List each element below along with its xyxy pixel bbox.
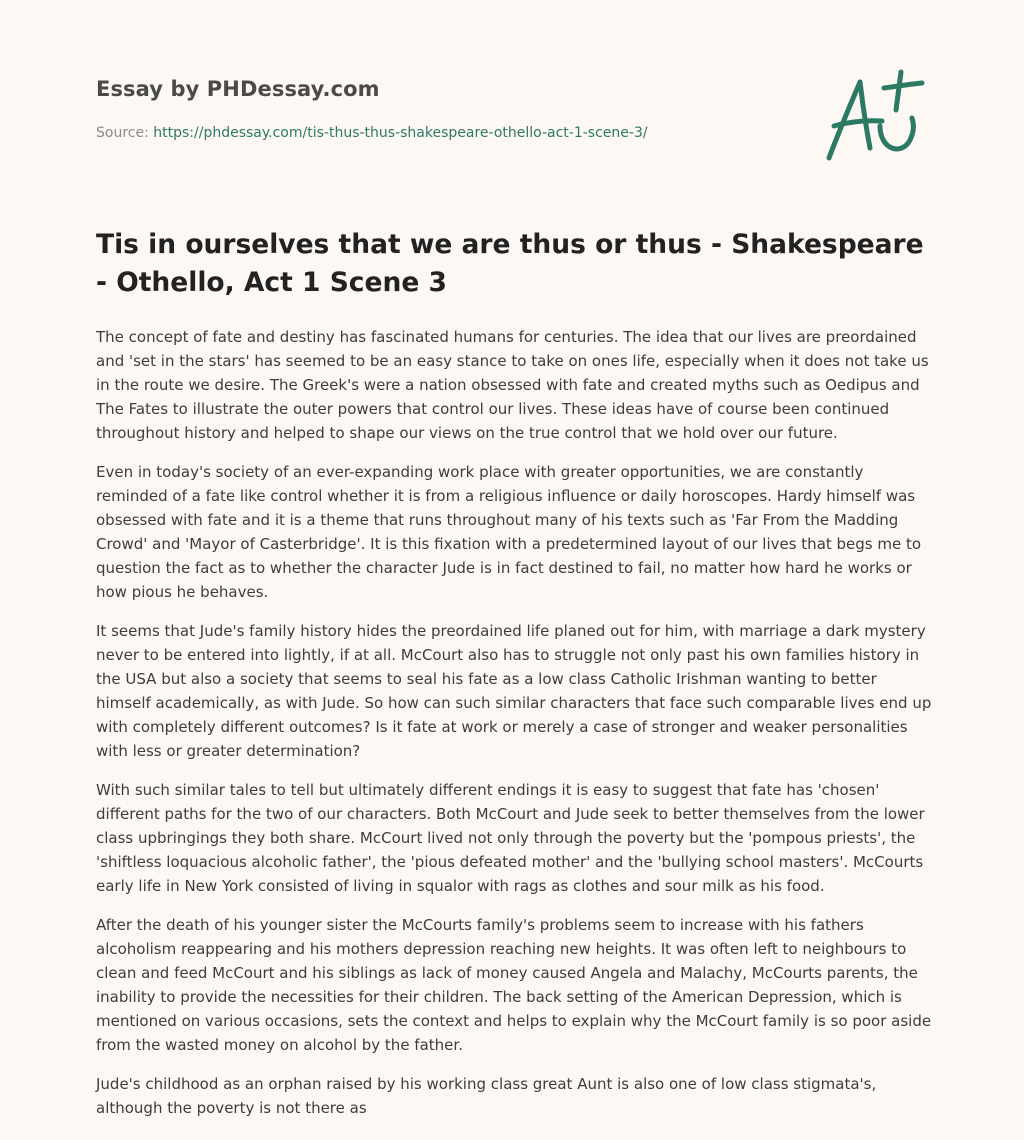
source-label: Source:	[96, 125, 154, 141]
essay-paragraph: The concept of fate and destiny has fascinated humans for centuries. The idea that our lives are preordained and 'set in the stars' has seemed to be an easy stance to take on ones life, especially when it does not take us in the route we desire. The Greek's were a nation obsessed with fate and created myths such as Oedipus and The Fates to illustrate the outer powers that control our lives. These ideas have of course been continued throughout history and helped to shape our views on the true control that we hold over our future.	[96, 328, 929, 442]
source-link[interactable]: https://phdessay.com/tis-thus-thus-shakespeare-othello-act-1-scene-3/	[153, 125, 648, 141]
source-line	[96, 125, 648, 141]
a-plus-logo-icon	[822, 66, 930, 166]
essay-paragraph: Jude's childhood as an orphan raised by his working class great Aunt is also one of low class stigmata's, although the poverty is not there as	[96, 1075, 877, 1117]
essay-paragraph: It seems that Jude's family history hides the preordained life planed out for him, with marriage a dark mystery never to be entered into lightly, if at all. McCourt also has to struggle not only past his own families history in the USA but also a society that seems to seal his fate as a low class Catholic Irishman wanting to better himself academically, as with Jude. So how can such similar characters that face such comparable lives end up with completely different outcomes? Is it fate at work or merely a case of stronger and weaker personalities with less or greater determination?	[96, 622, 932, 760]
essay-body	[96, 325, 934, 1135]
essay-paragraph: Even in today's society of an ever-expanding work place with greater opportunities, we are constantly reminded of a fate like control whether it is from a religious influence or daily horoscopes. Hardy himself was obsessed with fate and it is a theme that runs throughout many of his texts such as 'Far From the Madding Crowd' and 'Mayor of Casterbridge'. It is this fixation with a predetermined layout of our lives that begs me to question the fact as to whether the character Jude is in fact destined to fail, no matter how hard he works or how pious he behaves.	[96, 463, 922, 601]
site-title: Essay by PHDessay.com	[96, 77, 380, 101]
essay-paragraph: With such similar tales to tell but ultimately different endings it is easy to suggest that fate has 'chosen' different paths for the two of our characters. Both McCourt and Jude seek to better themselves from the lower class upbringings they both share. McCourt lived not only through the poverty but the 'pompous priests', the 'shiftless loquacious alcoholic father', the 'pious defeated mother' and the 'bullying school masters'. McCourts early life in New York consisted of living in squalor with rags as clothes and sour milk as his food.	[96, 781, 925, 895]
essay-title: Tis in ourselves that we are thus or thus - Shakespeare - Othello, Act 1 Scene 3	[96, 229, 924, 298]
essay-paragraph: After the death of his younger sister the McCourts family's problems seem to increase with his fathers alcoholism reappearing and his mothers depression reaching new heights. It was often left to neighbours to clean and feed McCourt and his siblings as lack of money caused Angela and Malachy, McCourts parents, the inability to provide the necessities for their children. The back setting of the American Depression, which is mentioned on various occasions, sets the context and helps to explain why the McCourt family is so poor aside from the wasted money on alcohol by the father.	[96, 916, 932, 1054]
